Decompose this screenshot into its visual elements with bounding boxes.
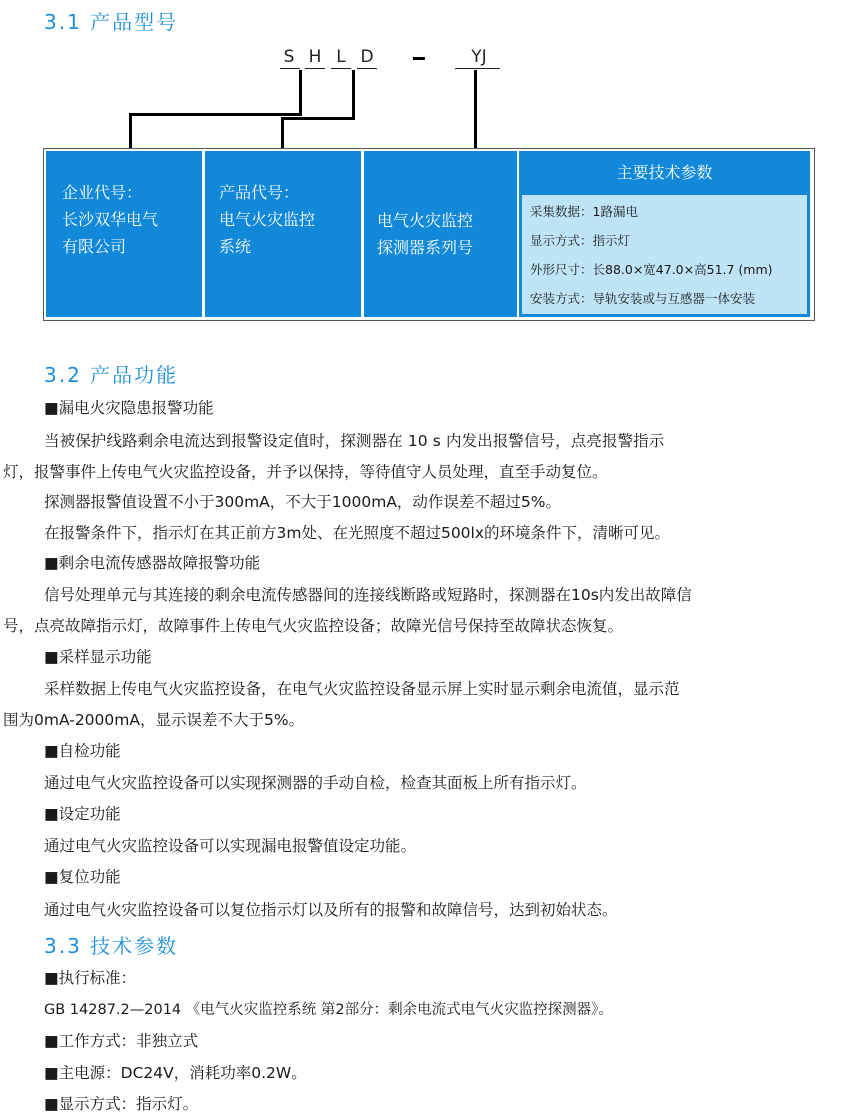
body-line: 信号处理单元与其连接的剩余电流传感器间的连接线断路或短路时，探测器在10s内发出故障信 [44, 586, 692, 604]
body-line: 通过电气火灾监控设备可以实现探测器的手动自检，检查其面板上所有指示灯。 [44, 774, 587, 792]
connector-company-horizontal [129, 113, 302, 116]
param-row: 采集数据：1路漏电 [530, 204, 638, 219]
product-code-label: 产品代号： [219, 183, 300, 202]
feature-heading-leakage: ■漏电火灾隐患报警功能 [44, 399, 214, 417]
company-name-line1: 长沙双华电气 [62, 210, 159, 229]
feature-heading-reset: ■复位功能 [44, 868, 121, 886]
company-name-line2: 有限公司 [62, 237, 127, 256]
connector-product-vertical [352, 70, 355, 120]
tech-params-body [522, 195, 807, 314]
underline-yj [455, 68, 500, 69]
body-line: 围为0mA-2000mA，显示误差不大于5%。 [3, 711, 305, 729]
feature-heading-sensor-fault: ■剩余电流传感器故障报警功能 [44, 554, 261, 572]
param-row: 显示方式：指示灯 [530, 233, 631, 248]
tech-params-box [519, 151, 810, 317]
body-line: 当被保护线路剩余电流达到报警设定值时，探测器在 10 s 内发出报警信号，点亮报警指示 [44, 432, 665, 450]
model-letter-s: S [283, 47, 295, 67]
connector-product-drop [281, 117, 284, 149]
body-line: 灯，报警事件上传电气火灾监控设备，并予以保持，等待值守人员处理，直至手动复位。 [3, 463, 608, 481]
series-code-box [364, 151, 517, 317]
underline-l [331, 68, 351, 69]
model-letter-l: L [336, 47, 346, 67]
spec-work-mode: ■工作方式：非独立式 [44, 1032, 199, 1050]
spec-standard-label: ■执行标准： [44, 969, 137, 987]
body-line: 通过电气火灾监控设备可以实现漏电报警值设定功能。 [44, 837, 417, 855]
section-3-2-heading: 3.2 产品功能 [44, 363, 179, 387]
connector-product-horizontal [281, 117, 355, 120]
connector-series-vertical [474, 70, 477, 149]
model-letter-d: D [360, 47, 374, 67]
body-line: 在报警条件下，指示灯在其正前方3m处、在光照度不超过500lx的环境条件下，清晰可见。 [44, 524, 671, 542]
body-line: 采样数据上传电气火灾监控设备，在电气火灾监控设备显示屏上实时显示剩余电流值，显示范 [44, 680, 680, 698]
spec-standard-value: GB 14287.2—2014 《电气火灾监控系统 第2部分：剩余电流式电气火灾监控探测器》。 [44, 1002, 613, 1018]
body-line: 号，点亮故障指示灯，故障事件上传电气火灾监控设备；故障光信号保持至故障状态恢复。 [3, 617, 624, 635]
model-dash [413, 57, 425, 60]
body-line: 通过电气火灾监控设备可以复位指示灯以及所有的报警和故障信号，达到初始状态。 [44, 901, 618, 919]
section-3-3-heading: 3.3 技术参数 [44, 934, 179, 958]
product-code-box [205, 151, 361, 317]
series-line2: 探测器系列号 [377, 238, 474, 257]
underline-h [305, 68, 325, 69]
param-row: 安装方式：导轨安装或与互感器一体安装 [530, 291, 756, 306]
model-letter-yj: YJ [471, 47, 487, 67]
company-code-label: 企业代号： [62, 183, 143, 202]
section-3-1-heading: 3.1 产品型号 [44, 10, 179, 34]
series-line1: 电气火灾监控 [377, 211, 474, 230]
tech-params-title: 主要技术参数 [522, 154, 807, 191]
product-name-line1: 电气火灾监控 [219, 210, 316, 229]
company-code-box [46, 151, 202, 317]
spec-display: ■显示方式：指示灯。 [44, 1095, 199, 1113]
model-letter-h: H [308, 47, 322, 67]
param-row: 外形尺寸：长88.0×宽47.0×高51.7 (mm) [530, 262, 773, 277]
connector-company-drop [129, 113, 132, 149]
feature-heading-setting: ■设定功能 [44, 805, 121, 823]
product-name-line2: 系统 [219, 237, 252, 256]
feature-heading-selftest: ■自检功能 [44, 742, 121, 760]
underline-s [280, 68, 300, 69]
spec-power: ■主电源：DC24V，消耗功率0.2W。 [44, 1064, 307, 1082]
feature-heading-sampling: ■采样显示功能 [44, 648, 152, 666]
underline-d [357, 68, 377, 69]
connector-company-vertical [299, 70, 302, 116]
body-line: 探测器报警值设置不小于300mA，不大于1000mA，动作误差不超过5%。 [44, 493, 562, 511]
